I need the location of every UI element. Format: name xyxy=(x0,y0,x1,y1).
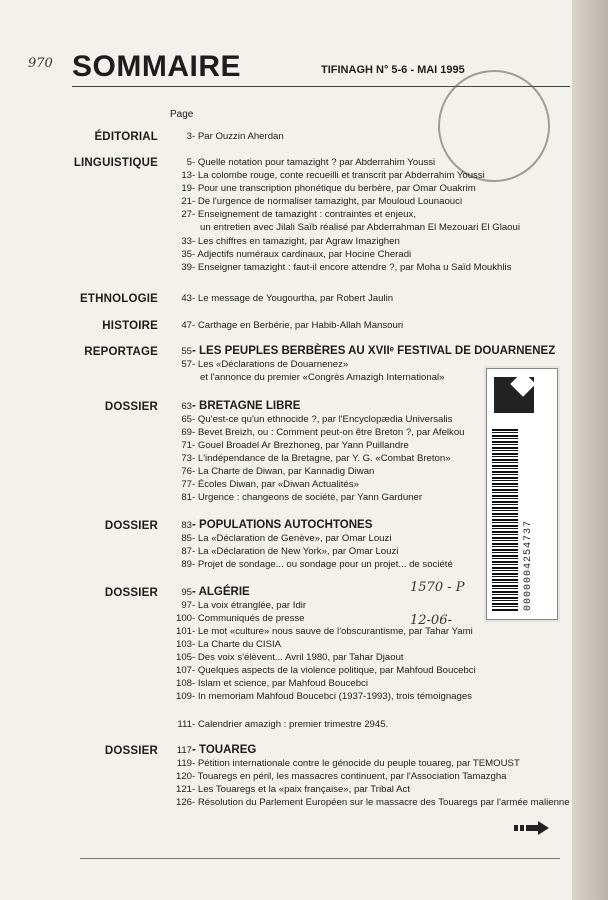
toc-entry: - La Charte de Diwan, par Kannadig Diwan xyxy=(192,466,375,477)
toc-entry: - La «Déclaration de Genève», par Omar Louzi xyxy=(192,533,392,544)
section-heading: LINGUISTIQUE xyxy=(73,157,158,169)
toc-page-number: 107 xyxy=(175,665,192,676)
toc-entry: - Enseignement de tamazight : contraintes et enjeux, xyxy=(192,209,416,220)
handwritten-call-number: 1570 - P xyxy=(410,580,465,595)
library-logo-icon xyxy=(494,377,534,413)
toc-entry: - Résolution du Parlement Européen sur le massacre des Touaregs par l'armée malienne xyxy=(192,797,570,808)
toc-page-number: 83 xyxy=(181,520,192,531)
toc-entry: - In memoriam Mahfoud Boucebci (1937-1993), trois témoignages xyxy=(192,691,472,702)
toc-page-number: 121 xyxy=(175,784,192,795)
page-title: SOMMAIRE xyxy=(72,50,241,83)
section-heading: DOSSIER xyxy=(104,587,158,599)
section-heading: DOSSIER xyxy=(104,401,158,413)
toc-entry: - L'indépendance de la Bretagne, par Y. G. «Combat Breton» xyxy=(192,453,451,464)
toc-page-number: 100 xyxy=(175,613,192,624)
toc-entry: - POPULATIONS AUTOCHTONES xyxy=(192,519,373,531)
toc-page-number: 126 xyxy=(175,797,192,808)
toc-entry: - Projet de sondage... ou sondage pour un projet... de société xyxy=(192,559,453,570)
toc-entry: - Bevet Breizh, ou : Comment peut-on être Breton ?, par Afelkou xyxy=(192,427,465,438)
toc-entry: - Des voix s'élèvent... Avril 1980, par Tahar Djaout xyxy=(192,652,404,663)
toc-page-number: 109 xyxy=(175,691,192,702)
toc-entry: - Par Ouzzin Aherdan xyxy=(192,131,284,142)
toc-entry: - Écoles Diwan, par «Diwan Actualités» xyxy=(192,479,359,490)
toc-page-number: 57 xyxy=(181,359,192,370)
toc-entry: - Islam et science, par Mahfoud Boucebci xyxy=(192,678,368,689)
toc-page-number: 39 xyxy=(181,262,192,273)
toc-entry: - Carthage en Berbérie, par Habib-Allah Mansouri xyxy=(192,320,404,331)
toc-page-number: 81 xyxy=(181,492,192,503)
toc-entry: - ALGÉRIE xyxy=(192,586,250,598)
page-column-label: Page xyxy=(170,109,194,120)
section-heading: REPORTAGE xyxy=(84,346,158,358)
toc-page-number: 3 xyxy=(186,131,192,142)
toc-entry: - TOUAREG xyxy=(192,744,257,756)
toc-page-number: 13 xyxy=(181,170,192,181)
toc-page-number: 108 xyxy=(175,678,192,689)
toc-page-number: 120 xyxy=(175,771,192,782)
next-page-edge xyxy=(572,0,608,900)
toc-page-number: 71 xyxy=(181,440,192,451)
toc-entry: - Pétition internationale contre le génocide du peuple touareg, par TEMOUST xyxy=(192,758,520,769)
toc-entry: et l'annonce du premier «Congrès Amazigh International» xyxy=(200,372,445,383)
toc-page-number: 77 xyxy=(181,479,192,490)
toc-page-number: 95 xyxy=(181,587,192,598)
toc-page-number: 27 xyxy=(181,209,192,220)
toc-page-number: 111 xyxy=(177,719,192,730)
toc-page-number: 65 xyxy=(181,414,192,425)
toc-entry: - De l'urgence de normaliser tamazight, par Mouloud Lounaouci xyxy=(192,196,463,207)
library-barcode-label xyxy=(486,368,558,620)
toc-page-number: 55 xyxy=(181,346,192,357)
toc-page-number: 101 xyxy=(175,626,192,637)
toc-entry: - Les chiffres en tamazight, par Agraw Imazighen xyxy=(192,236,400,247)
toc-page-number: 21 xyxy=(181,196,192,207)
toc-entry: - Urgence : changeons de société, par Yann Garduner xyxy=(192,492,423,503)
library-stamp xyxy=(438,70,550,182)
toc-entry: - Les «Déclarations de Douarnenez» xyxy=(192,359,349,370)
toc-page-number: 43 xyxy=(181,293,192,304)
toc-page-number: 117 xyxy=(176,745,192,756)
section-heading: ETHNOLOGIE xyxy=(79,293,158,305)
toc-page-number: 103 xyxy=(175,639,192,650)
toc-page-number: 87 xyxy=(181,546,192,557)
toc-entry: - BRETAGNE LIBRE xyxy=(192,400,301,412)
toc-page-number: 76 xyxy=(181,466,192,477)
toc-entry: - Le message de Yougourtha, par Robert Jaulin xyxy=(192,293,394,304)
toc-entry: - LES PEUPLES BERBÈRES AU XVIIᵉ FESTIVAL DE DOUARNENEZ xyxy=(192,345,556,357)
toc-page-number: 89 xyxy=(181,559,192,570)
toc-page-number: 63 xyxy=(181,401,192,412)
issue-label: TIFINAGH N° 5-6 - MAI 1995 xyxy=(321,64,465,76)
toc-entry: - Calendrier amazigh : premier trimestre 2945. xyxy=(192,719,389,730)
section-heading: DOSSIER xyxy=(104,520,158,532)
toc-entry: - Gouel Broadel Ar Brezhoneg, par Yann Puillandre xyxy=(192,440,409,451)
toc-page-number: 85 xyxy=(181,533,192,544)
toc-entry: - Quelle notation pour tamazight ? par Abderrahim Youssi xyxy=(192,157,436,168)
toc-entry: - Le mot «culture» nous sauve de l'obscurantisme, par Tahar Yami xyxy=(192,626,473,637)
toc-page-number: 33 xyxy=(181,236,192,247)
section-heading: ÉDITORIAL xyxy=(94,131,158,143)
toc-entry: - Quelques aspects de la violence politique, par Mahfoud Boucebci xyxy=(192,665,476,676)
toc-page-number: 19 xyxy=(181,183,192,194)
barcode xyxy=(492,429,518,611)
toc-entry: - Pour une transcription phonétique du berbère, par Omar Ouakrim xyxy=(192,183,476,194)
toc-entry: un entretien avec Jilali Saïb réalisé par Abderrahman El Mezouari El Glaoui xyxy=(200,222,520,233)
toc-entry: - La voix étranglée, par Idir xyxy=(192,600,307,611)
toc-entry: - Touaregs en péril, les massacres continuent, par l'Association Tamazgha xyxy=(192,771,507,782)
toc-entry: - Adjectifs numéraux cardinaux, par Hocine Cheradi xyxy=(192,249,412,260)
handwritten-number: 970 xyxy=(28,56,53,71)
toc-entry: - Communiqués de presse xyxy=(192,613,305,624)
section-heading: DOSSIER xyxy=(104,745,158,757)
toc-page-number: 119 xyxy=(176,758,192,769)
toc-page-number: 97 xyxy=(181,600,192,611)
handwritten-date: 12-06- xyxy=(410,613,452,628)
barcode-number: 0000004254737 xyxy=(523,519,534,611)
handwritten-annotation xyxy=(410,580,465,628)
toc-entry: - La «Déclaration de New York», par Omar Louzi xyxy=(192,546,399,557)
toc-page-number: 73 xyxy=(181,453,192,464)
toc-page-number: 105 xyxy=(175,652,192,663)
toc-page-number: 47 xyxy=(181,320,192,331)
toc-entry: - La colombe rouge, conte recueilli et transcrit par Abderrahim Youssi xyxy=(192,170,485,181)
footer-rule xyxy=(80,858,560,859)
section-heading: HISTOIRE xyxy=(102,320,158,332)
arrow-right-icon xyxy=(514,820,550,836)
toc-entry: - Enseigner tamazight : faut-il encore attendre ?, par Moha u Saïd Moukhlis xyxy=(192,262,512,273)
toc-page-number: 69 xyxy=(181,427,192,438)
toc-page-number: 35 xyxy=(181,249,192,260)
toc-entry: - Qu'est-ce qu'un ethnocide ?, par l'Encyclopædia Universalis xyxy=(192,414,453,425)
toc-entry: - La Charte du CISIA xyxy=(192,639,282,650)
toc-page-number: 5 xyxy=(186,157,192,168)
toc-entry: - Les Touaregs et la «paix française», par Tribal Act xyxy=(192,784,410,795)
